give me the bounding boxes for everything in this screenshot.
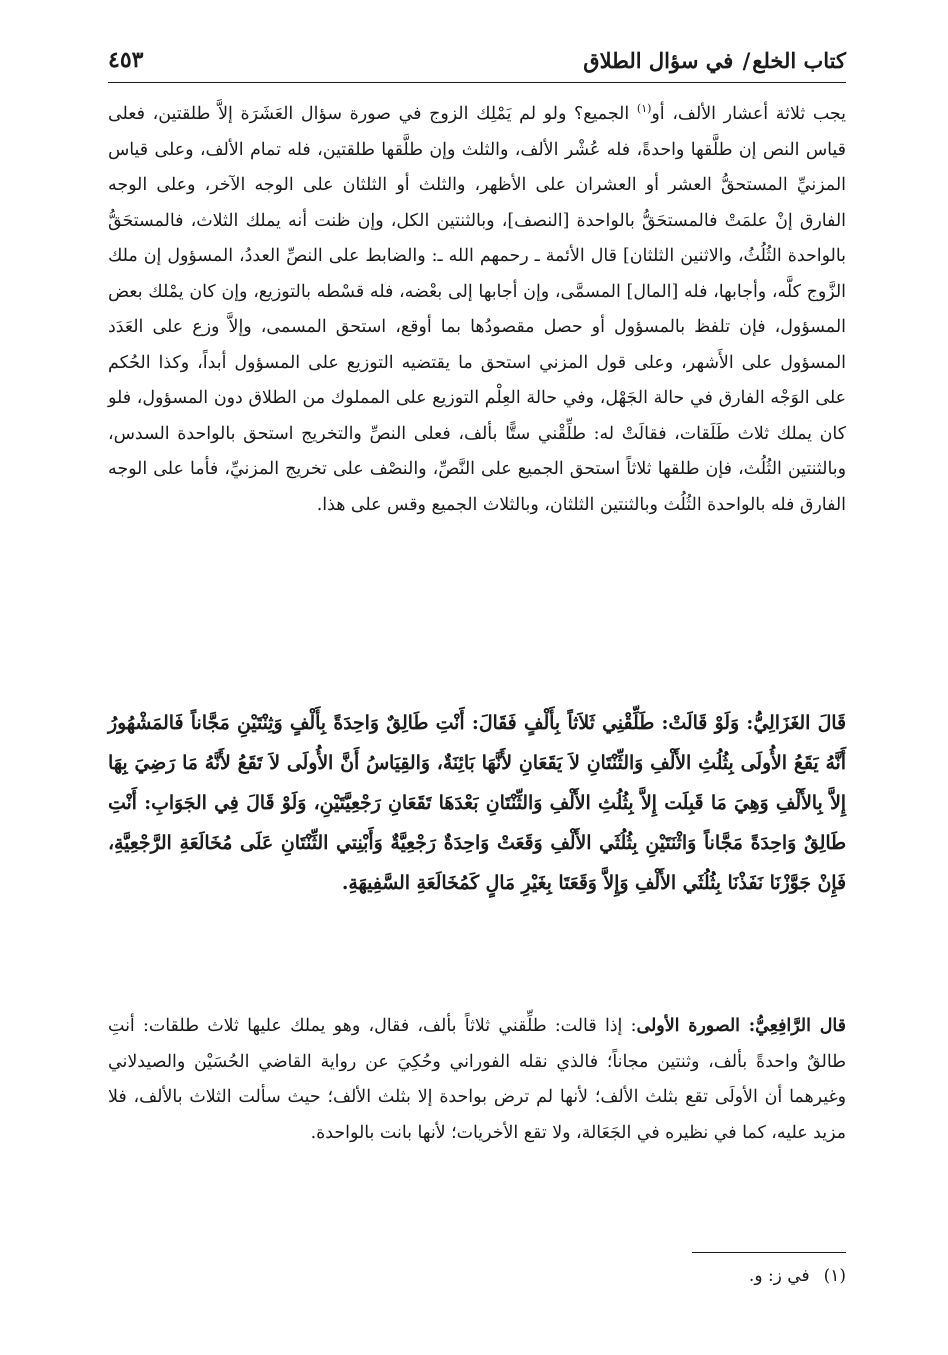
book-title: كتاب الخلع <box>752 47 846 73</box>
paragraph-body: : إذا قالت: طلِّقني ثلاثاً بألف، فقال، وهو يملك عليها ثلاث طلقات: أنتِ طالقٌ واحدةً بألف، وثنتين مجاناً؛ فالذي نقله الفوراني وحُكِيَ عن رواية القاضي الحُسَيْن والصيدلاني وغيرهما أن الأولَى تقع بثلث الألف؛ لأنها لم ترض بواحدة إلا بثلث الألف؛ حيث سألت الثلاث بالألف، فلا مزيد عليه، كما في نظيره في الجَعَالة، ولا تقع الأخريات؛ لأنها بانت بالواحدة. <box>108 1016 846 1143</box>
running-head <box>583 48 846 73</box>
footnote-text: في ز: و. <box>748 1266 810 1286</box>
paragraph-commentary <box>108 97 846 523</box>
footnote-separator <box>692 1252 846 1253</box>
footnote-number: (١) <box>823 1266 846 1286</box>
chapter-title: في سؤال الطلاق <box>583 47 734 73</box>
paragraph-text-start: يجب ثلاثة أعشار الألف، أو <box>651 104 846 124</box>
title-separator: / <box>742 47 751 73</box>
paragraph-matn: قَالَ الغَزَالِيُّ: وَلَوْ قَالَتْ: طَلِّقْنِي ثَلاَثاً بِأَلْفٍ فَقَالَ: أَنْتِ طَالِقٌ وَاحِدَةً بِأَلْفٍ وَثِنْتَيْنِ مَجَّاناً فَالمَشْهُورُ أَنَّهُ يَقَعُ الأُولَى بِثُلُثِ الأَلْفِ وَالثِّنْتَانِ لاَ يَقَعَانِ لأَنَّهَا بَائِنَةٌ، وَالقِيَاسُ أَنَّ الأُولَى لاَ تَقَعُ لأَنَّهُ مَا رَضِيَ بِهَا إِلاَّ بِالأَلْفِ وَهِيَ مَا قَبِلَت إِلاَّ بِثُلُثِ الأَلْفِ وَالثِّنْتَانِ بَعْدَهَا تَقَعَانِ رَجْعِيَّتَيْنِ، وَلَوْ قَالَ فِي الجَوَابِ: أَنْتِ طَالِقٌ وَاحِدَةً مَجَّاناً وَاثْنَتَيْنِ بِثُلُثَي الأَلْفِ وَقَعَتْ وَاحِدَةٌ رَجْعِيَّةٌ وَأَبْنِتي الثِّنْتَانِ عَلَى مُخَالَعَةِ الرَّجْعِيَّةِ، فَإِنْ جَوَّزْنَا نَفَذْنَا بِثُلُثَي الأَلْفِ وَإِلاَّ وَقَعَتَا بِغَيْرِ مَالٍ كَمُخَالَعَةِ السَّفِيهَةِ. <box>108 712 846 894</box>
paragraph-rafii <box>108 1009 846 1151</box>
page-header <box>108 38 846 83</box>
paragraph-lead: قال الرَّافِعِيُّ: الصورة الأولى <box>636 1016 846 1036</box>
footnote <box>446 1266 846 1286</box>
footnote-reference: (١) <box>636 102 652 116</box>
page-number: ٤٥٣ <box>108 47 144 73</box>
paragraph-text-rest: الجميع؟ ولو لم يَمْلِك الزوج في صورة سؤال العَشَرَة إلاَّ طلقتين، فعلى قياس النص إن طلَّقها واحدةً، فله عُشْر الألف، والثلث وإن طلَّقها طلقتين، فله تمام الألف، وعلى قياس المزنيِّ المستحقُّ العشر أو العشران على الأظهر، والثلث أو الثلثان على الوجه الآخر، وعلى الوجه الفارق إنْ علمَتْ فالمستحَقُّ بالواحدة [النصف]، وبالثنتين الكل، وإن ظنت أنه يملك الثلاث، فالمستحَقُّ بالواحدة الثُلُثُ، والاثنين الثلثان] قال الأئمة ـ رحمهم الله ـ: والضابط على النصِّ العددُ، المسؤول إن ملك الزَّوج كلَّه، وأجابها، فله [المال] المسمَّى، وإن أجابها إلى بعْضه، فله قسْطه بالتوزيع، وإن كان يمْلك بعض المسؤول، فإن تلفظ بالمسؤول أو حصل مقصودُها بما أوقع، استحق المسمى، وإلاَّ وزع على العَدَد المسؤول على الأَشهر، وعلى قول المزني استحق ما يقتضيه التوزيع على المسؤول أبداً، وكذا الحُكم على الوَجْه الفارق في حالة الجَهْل، وفي حالة العِلْم التوزيع على المملوك من الطلاق دون المسؤول، فلو كان يملك ثلاث طَلَقات، فقالَتْ له: طلِّقْني ستًّا بألف، فعلى النصِّ والتخريج استحق بالواحدة السدس، وبالثنتين الثُلُث، فإن طلقها ثلاثاً استحق الجميع على النَّصِّ، والنصْف على تخريج المزنيِّ، فأما على الوجه الفارق فله بالواحدة الثُلُث وبالثنتين الثلثان، وبالثلاث الجميع وقس على هذا. <box>108 104 846 515</box>
